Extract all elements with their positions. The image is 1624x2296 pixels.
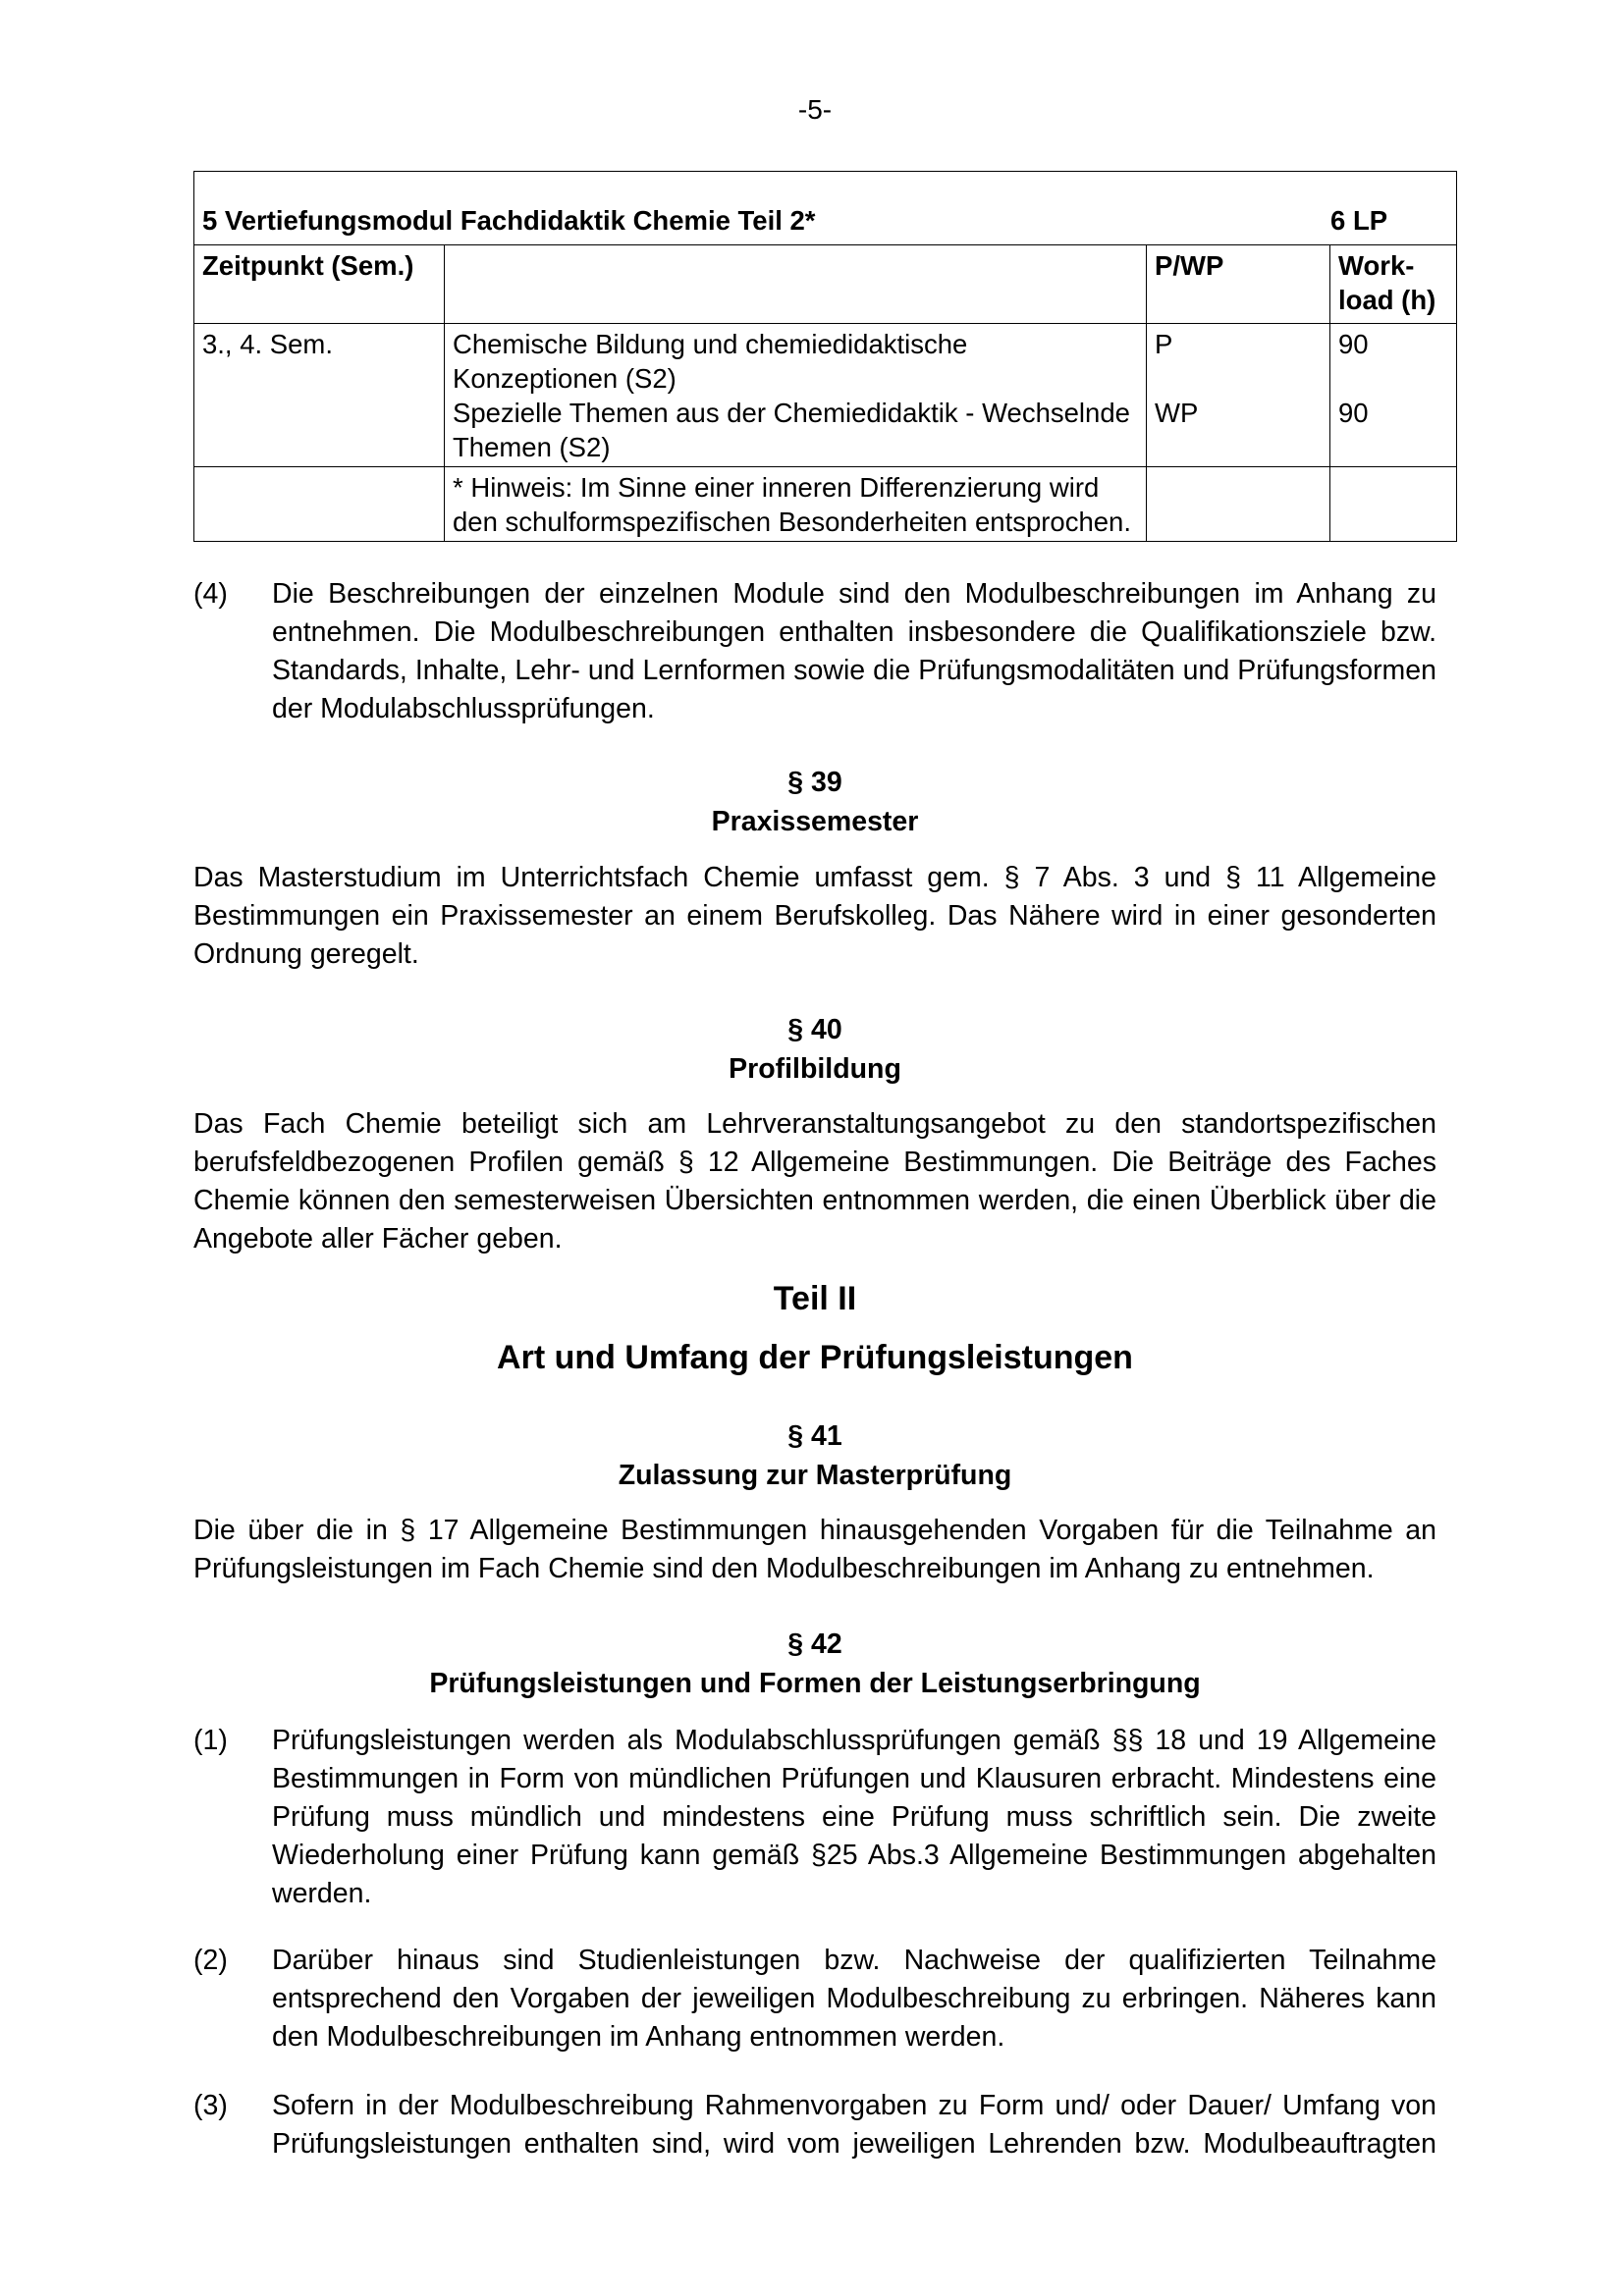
table-row [194,324,1457,467]
section-39-number: § 39 [787,767,842,798]
workload-1: 90 [1338,329,1369,359]
item-text: Darüber hinaus sind Studienleistungen bzw. Nachweise der qualifizierten Teilnahme entsprechend den Vorgaben der jeweiligen Modulbeschreibung zu erbringen. Näheres kann den Modulbeschreibungen im Anhang entnommen werden. [272,1945,1436,2053]
section-41-number: § 41 [787,1420,842,1452]
module-credits: 6 LP [1330,205,1388,236]
item-number: (3) [193,2090,228,2121]
table-row-note [194,467,1457,542]
header-zeitpunkt: Zeitpunkt (Sem.) [194,245,445,324]
item-number: (2) [193,1945,228,1976]
header-course [445,245,1147,324]
cell-semester: 3., 4. Sem. [194,324,445,467]
section-39-text: Das Masterstudium im Unterrichtsfach Chemie umfasst gem. § 7 Abs. 3 und § 11 Allgemeine Bestimmungen ein Praxissemester an einem Berufskolleg. Das Nähere wird in einer gesonderten Ordnung geregelt. [193,862,1436,970]
pwp-1: P [1155,329,1173,359]
section-39-title: Praxissemester [711,806,919,837]
section-41-text: Die über die in § 17 Allgemeine Bestimmungen hinausgehenden Vorgaben für die Teilnahme an Prüfungsleistungen im Fach Chemie sind den Modulbeschreibungen im Anhang zu entnehmen. [193,1515,1436,1584]
module-table [193,171,1457,542]
workload-2: 90 [1338,398,1369,428]
module-title-row [194,172,1457,245]
pwp-2: WP [1155,398,1199,428]
paragraph-4 [193,575,1436,728]
course-1: Chemische Bildung und chemiedidaktische Konzeptionen (S2) [453,329,968,394]
part-title: Teil II [773,1280,857,1317]
item-text: Sofern in der Modulbeschreibung Rahmenvorgaben zu Form und/ oder Dauer/ Umfang von Prüfungsleistungen enthalten sind, wird vom jeweiligen Lehrenden bzw. Modulbeauftragten [272,2090,1436,2160]
page-number: -5- [797,94,833,125]
header-pwp: P/WP [1147,245,1330,324]
header-workload: Work- load (h) [1330,245,1457,324]
cell-courses [445,324,1147,467]
table-note: * Hinweis: Im Sinne einer inneren Differenzierung wird den schulformspezifischen Besonderheiten entsprochen. [445,467,1147,542]
section-42-title: Prüfungsleistungen und Formen der Leistungserbringung [429,1668,1201,1699]
section-40-text: Das Fach Chemie beteiligt sich am Lehrveranstaltungsangebot zu den standortspezifischen berufsfeldbezogenen Profilen gemäß § 12 Allgemeine Bestimmungen. Die Beiträge des Faches Chemie können den semesterweisen Übersichten entnommen werden, die einen Überblick über die Angebote aller Fächer geben. [193,1108,1436,1255]
cell-pwp [1147,324,1330,467]
item-number: (1) [193,1725,228,1756]
cell-workload [1330,324,1457,467]
section-42-item-2 [193,1942,1436,2056]
section-42-item-3 [193,2087,1436,2163]
paragraph-text: Die Beschreibungen der einzelnen Module sind den Modulbeschreibungen im Anhang zu entnehmen. Die Modulbeschreibungen enthalten insbesondere die Qualifikationsziele bzw. Standards, Inhalte, Lehr- und Lernformen sowie die Prüfungsmodalitäten und Prüfungsformen der Modulabschlussprüfungen. [272,578,1436,724]
section-42-number: § 42 [787,1629,842,1660]
section-42-item-1 [193,1722,1436,1913]
section-40-number: § 40 [787,1014,842,1045]
item-text: Prüfungsleistungen werden als Modulabschlussprüfungen gemäß §§ 18 und 19 Allgemeine Bestimmungen in Form von mündlichen Prüfungen und Klausuren erbracht. Mindestens eine Prüfung muss mündlich und mindestens eine Prüfung muss schriftlich sein. Die zweite Wiederholung einer Prüfung kann gemäß §25 Abs.3 Allgemeine Bestimmungen abgehalten werden. [272,1725,1436,1909]
section-40-title: Profilbildung [729,1053,901,1085]
course-2: Spezielle Themen aus der Chemiedidaktik - Wechselnde Themen (S2) [453,398,1130,462]
module-title: 5 Vertiefungsmodul Fachdidaktik Chemie Teil 2* [202,205,816,236]
paragraph-number: (4) [193,578,228,610]
part-subtitle: Art und Umfang der Prüfungsleistungen [497,1339,1133,1376]
section-41-title: Zulassung zur Masterprüfung [618,1460,1012,1491]
